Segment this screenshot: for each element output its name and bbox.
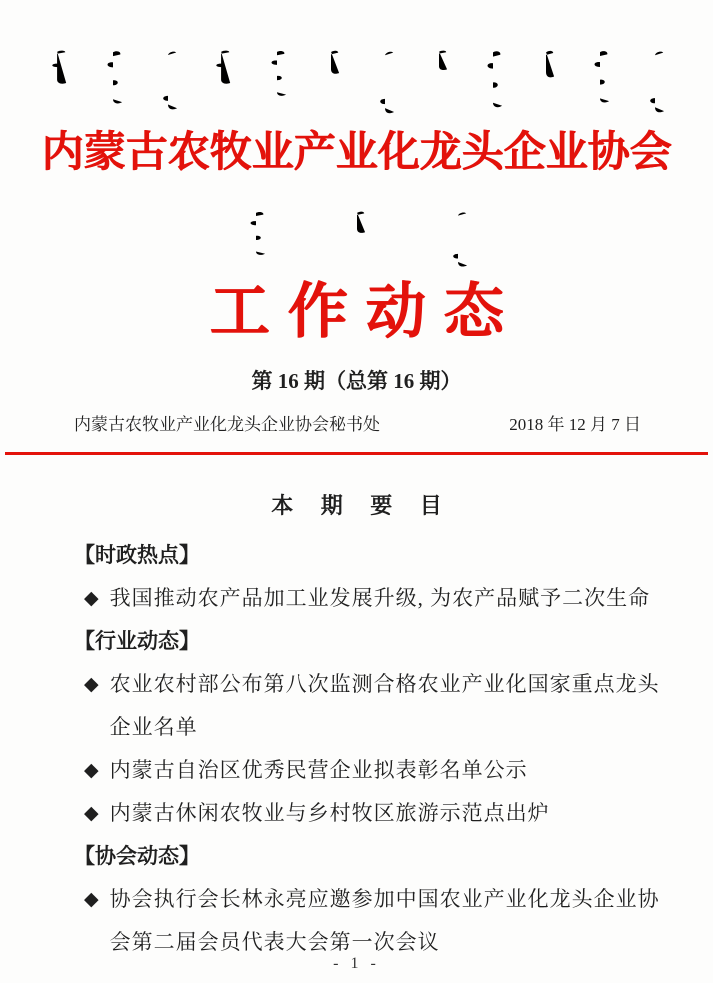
toc-item — [60, 663, 661, 749]
toc-item-text: 内蒙古休闲农牧业与乡村牧区旅游示范点出炉 — [109, 800, 550, 825]
mongolian-glyph-icon — [158, 50, 178, 112]
mongolian-script-subtitle-row — [0, 211, 713, 273]
toc-heading: 本 期 要 目 — [271, 492, 453, 518]
toc-section-title-politics: 【时政热点】 — [74, 542, 200, 567]
mongolian-glyph-icon — [430, 50, 448, 72]
toc-item — [60, 792, 661, 835]
masthead — [0, 0, 713, 455]
mongolian-script-top-row — [48, 50, 665, 120]
bulletin-title: 工作动态 — [209, 278, 522, 345]
mongolian-glyph-icon — [483, 50, 503, 110]
toc-item-text: 协会执行会长林永亮应邀参加中国农业产业化龙头企业协会第二届会员代表大会第一次会议 — [109, 886, 660, 954]
toc-section-title-association: 【协会动态】 — [74, 843, 200, 868]
mongolian-glyph-icon — [537, 50, 555, 80]
association-name-title: 内蒙古农牧业产业化龙头企业协会 — [41, 130, 672, 176]
diamond-bullet-icon: ◆ — [84, 802, 99, 824]
page-number: - 1 - — [333, 955, 380, 972]
diamond-bullet-icon: ◆ — [84, 759, 99, 781]
toc-item — [60, 749, 661, 792]
mongolian-glyph-icon — [448, 211, 468, 269]
toc-item — [60, 878, 661, 964]
publication-date: 2018 年 12 月 7 日 — [509, 414, 641, 434]
mongolian-glyph-icon — [375, 50, 395, 116]
toc-section-title-industry: 【行业动态】 — [74, 628, 200, 653]
mongolian-glyph-icon — [212, 50, 232, 88]
diamond-bullet-icon: ◆ — [84, 587, 99, 609]
diamond-bullet-icon: ◆ — [84, 673, 99, 695]
toc — [60, 534, 661, 964]
publication-info-line — [74, 413, 641, 436]
mongolian-glyph-icon — [103, 50, 123, 106]
mongolian-glyph-icon — [322, 50, 340, 76]
mongolian-glyph-icon — [48, 50, 68, 88]
toc-item-text: 内蒙古自治区优秀民营企业拟表彰名单公示 — [109, 757, 528, 782]
toc-item — [60, 577, 661, 620]
mongolian-glyph-icon — [645, 50, 665, 115]
issue-number-line: 第 16 期（总第 16 期） — [251, 368, 462, 393]
mongolian-glyph-icon — [348, 211, 366, 235]
mongolian-glyph-icon — [590, 50, 610, 105]
toc-item-text: 我国推动农产品加工业发展升级, 为农产品赋予二次生命 — [109, 585, 651, 610]
mongolian-glyph-icon — [267, 50, 287, 98]
mongolian-glyph-icon — [246, 211, 266, 257]
toc-item-text: 农业农村部公布第八次监测合格农业产业化国家重点龙头企业名单 — [109, 671, 660, 739]
masthead-divider-rule — [5, 452, 708, 455]
publisher-name: 内蒙古农牧业产业化龙头企业协会秘书处 — [74, 414, 380, 434]
diamond-bullet-icon: ◆ — [84, 888, 99, 910]
